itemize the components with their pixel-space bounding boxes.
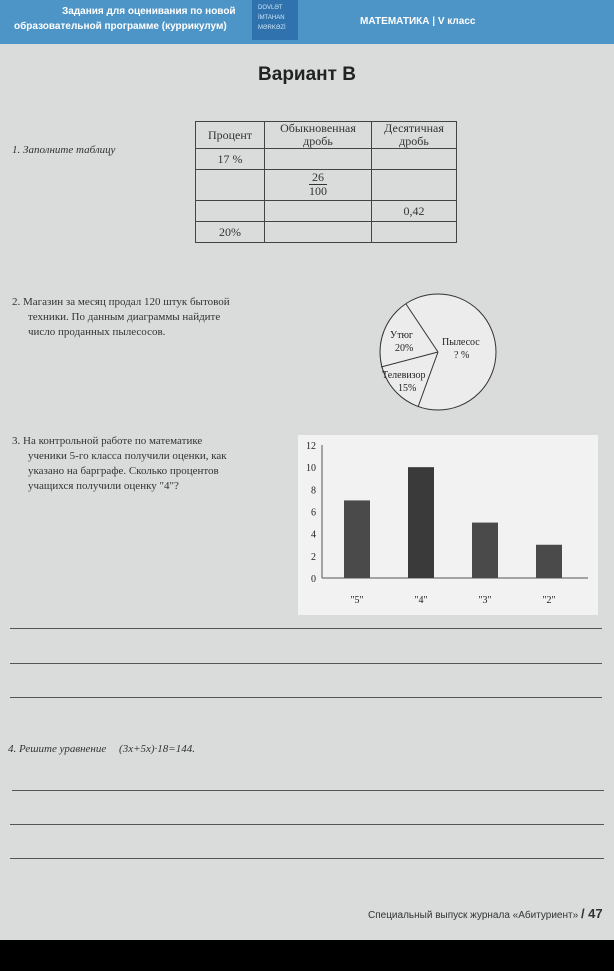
pie-label-tv: Телевизор bbox=[382, 370, 426, 381]
y-tick-label: 12 bbox=[306, 441, 316, 452]
q1-text: 1. Заполните таблицу bbox=[12, 144, 116, 156]
answer-line[interactable] bbox=[10, 824, 604, 825]
pie-value-iron: 20% bbox=[395, 343, 414, 354]
cell-percent[interactable] bbox=[196, 170, 265, 201]
x-category-label: "5" bbox=[350, 595, 364, 606]
q4-label: 4. Решите уравнение bbox=[8, 743, 107, 755]
x-category-label: "4" bbox=[414, 595, 428, 606]
x-category-label: "2" bbox=[542, 595, 556, 606]
y-tick-label: 4 bbox=[311, 529, 316, 541]
page-title: Вариант В bbox=[258, 64, 356, 85]
q3-line-3: указано на барграфе. Сколько процентов bbox=[28, 465, 219, 477]
y-tick-label: 0 bbox=[311, 574, 316, 585]
answer-line[interactable] bbox=[10, 858, 604, 859]
table-row bbox=[196, 222, 457, 243]
q3-line-2: ученики 5-го класса получили оценки, как bbox=[28, 450, 227, 462]
q2-line-2: техники. По данным диаграммы найдите bbox=[28, 311, 221, 323]
cell-percent[interactable]: 17 % bbox=[196, 149, 265, 170]
bar-chart-background bbox=[298, 435, 598, 615]
logo-text-1: DOVLƏT bbox=[258, 5, 283, 11]
y-tick-label: 10 bbox=[306, 463, 316, 475]
cell-decimal[interactable]: 0,42 bbox=[372, 201, 457, 222]
col-percent-header: Процент bbox=[196, 122, 265, 149]
logo-text-3: MƏRKƏZİ bbox=[258, 25, 286, 31]
subject-label: МАТЕМАТИКА | V класс bbox=[360, 16, 476, 27]
q3-text bbox=[12, 434, 227, 494]
cell-fraction[interactable] bbox=[265, 222, 372, 243]
q2-line-3: число проданных пылесосов. bbox=[28, 326, 166, 338]
bar-chart bbox=[298, 435, 598, 615]
cell-fraction[interactable] bbox=[265, 170, 372, 201]
q2-text bbox=[12, 295, 230, 340]
cell-fraction[interactable] bbox=[265, 149, 372, 170]
cell-decimal[interactable] bbox=[372, 149, 457, 170]
logo-text-2: İMTAHAN bbox=[258, 15, 285, 21]
y-tick-label: 2 bbox=[311, 551, 316, 563]
table-row bbox=[196, 149, 457, 170]
header bbox=[0, 0, 614, 44]
header-line-1: Задания для оценивания по новой bbox=[62, 6, 236, 17]
bar-3 bbox=[536, 545, 562, 578]
q3-line-1: 3. На контрольной работе по математике bbox=[12, 435, 203, 447]
y-tick-label: 8 bbox=[311, 485, 316, 497]
q4-text bbox=[8, 742, 195, 757]
cell-fraction[interactable] bbox=[265, 201, 372, 222]
cell-decimal[interactable] bbox=[372, 170, 457, 201]
q4-equation: (3x+5x)·18=144. bbox=[119, 743, 195, 755]
fraction-table bbox=[195, 121, 457, 243]
fraction-denominator: 100 bbox=[309, 184, 327, 198]
pie-value-tv: 15% bbox=[398, 383, 417, 394]
header-line-2: образовательной программе (куррикулум) bbox=[14, 21, 227, 32]
pie-label-iron: Утюг bbox=[390, 330, 414, 341]
col-fraction-header: Обыкновенная дробь bbox=[265, 122, 372, 149]
x-category-label: "3" bbox=[478, 595, 492, 606]
q3-line-4: учащихся получили оценку "4"? bbox=[28, 480, 179, 492]
fraction-numerator: 26 bbox=[309, 171, 327, 185]
y-tick-label: 6 bbox=[311, 507, 316, 519]
cell-percent[interactable] bbox=[196, 201, 265, 222]
bar-0 bbox=[344, 500, 370, 578]
footer bbox=[368, 906, 603, 921]
col-decimal-header: Десятичная дробь bbox=[372, 122, 457, 149]
exam-center-logo bbox=[252, 0, 298, 40]
bar-2 bbox=[472, 523, 498, 578]
pie-chart bbox=[378, 292, 504, 418]
answer-line[interactable] bbox=[10, 697, 602, 698]
bar-1 bbox=[408, 467, 434, 578]
table-header-row bbox=[196, 122, 457, 149]
cell-percent[interactable]: 20% bbox=[196, 222, 265, 243]
table-row bbox=[196, 201, 457, 222]
cell-decimal[interactable] bbox=[372, 222, 457, 243]
q2-line-1: 2. Магазин за месяц продал 120 штук бытовой bbox=[12, 296, 230, 308]
footer-text: Специальный выпуск журнала «Абитуриент» bbox=[368, 910, 579, 921]
answer-line[interactable] bbox=[10, 628, 602, 629]
page-number: / 47 bbox=[580, 906, 603, 921]
answer-line[interactable] bbox=[12, 790, 604, 791]
pie-label-vacuum: Пылесос bbox=[442, 337, 480, 348]
table-row bbox=[196, 170, 457, 201]
pie-value-vacuum: ? % bbox=[454, 350, 470, 361]
answer-line[interactable] bbox=[10, 663, 602, 664]
